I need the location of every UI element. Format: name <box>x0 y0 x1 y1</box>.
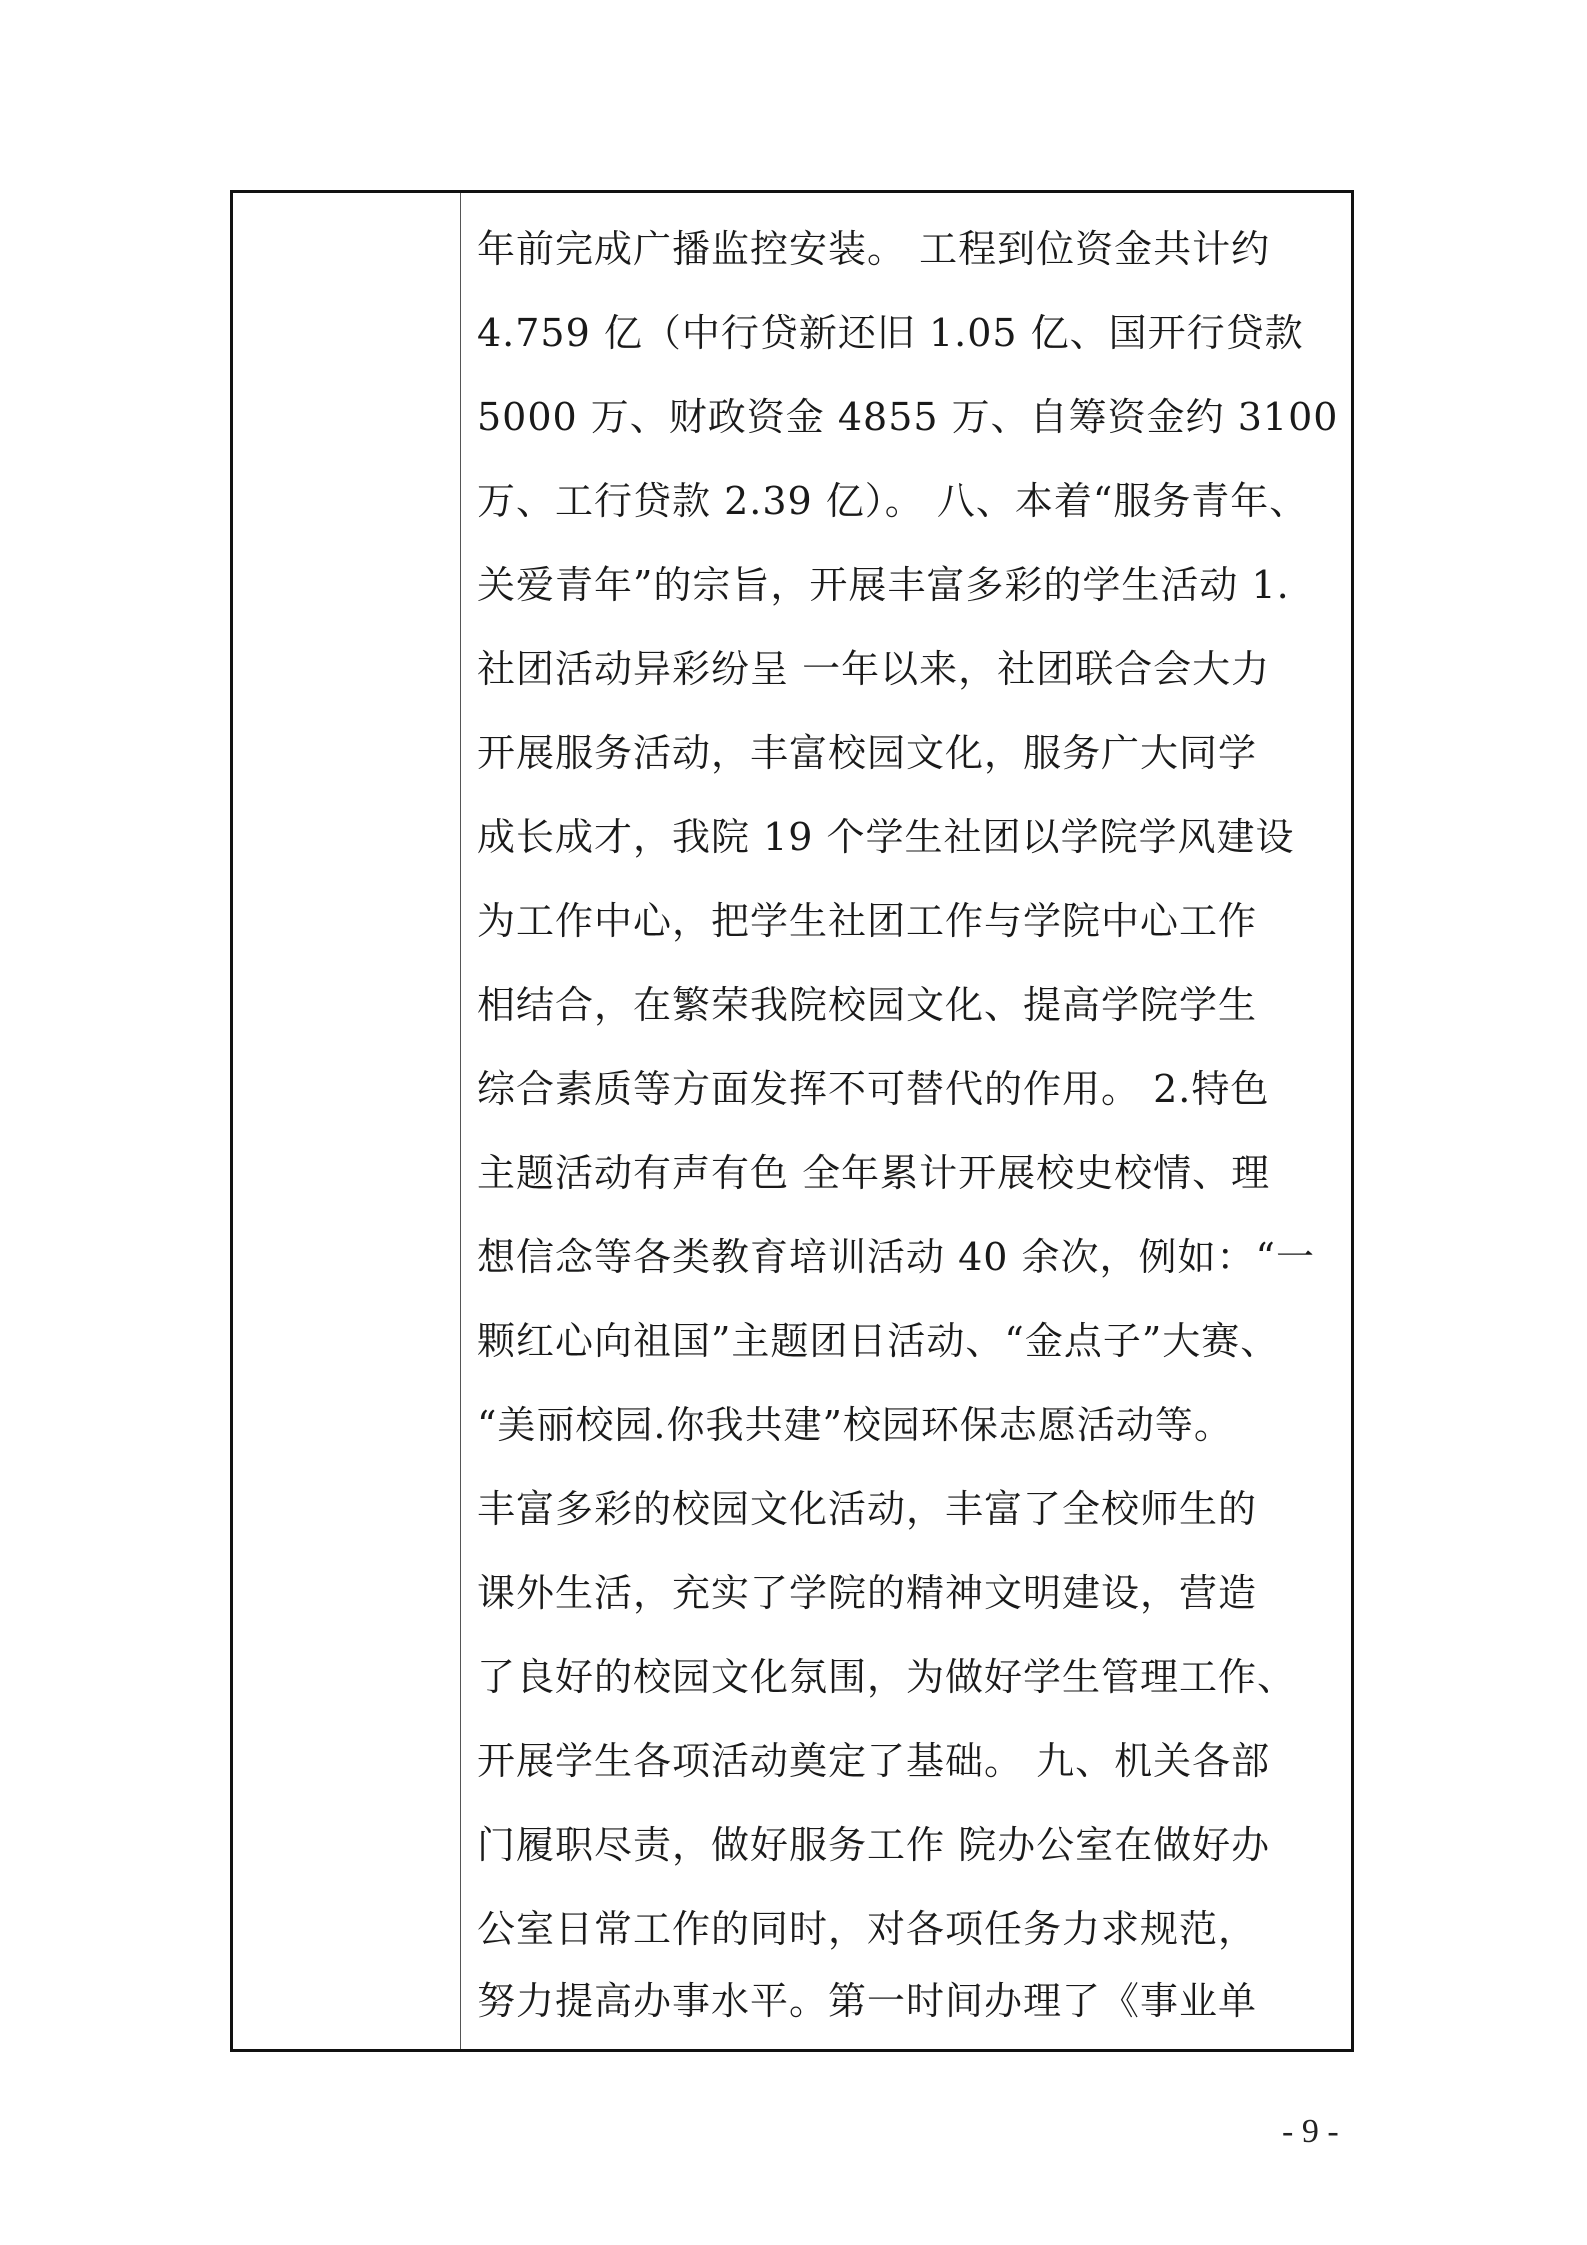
body-line: 公室日常工作的同时，对各项任务力求规范， <box>477 1907 1258 1951</box>
body-line: 4.759 亿（中行贷新还旧 1.05 亿、国开行贷款 <box>477 311 1304 355</box>
body-line: 5000 万、财政资金 4855 万、自筹资金约 3100 <box>477 395 1339 439</box>
body-line: 年前完成广播监控安装。 工程到位资金共计约 <box>477 227 1271 271</box>
body-line: 想信念等各类教育培训活动 40 余次，例如：“一 <box>477 1235 1315 1279</box>
body-line: “美丽校园.你我共建”校园环保志愿活动等。 <box>477 1403 1233 1447</box>
body-line: 关爱青年”的宗旨，开展丰富多彩的学生活动 1. <box>477 563 1290 607</box>
body-line: 颗红心向祖国”主题团日活动、“金点子”大赛、 <box>477 1319 1280 1363</box>
body-line: 主题活动有声有色 全年累计开展校史校情、理 <box>477 1151 1271 1195</box>
body-line: 相结合，在繁荣我院校园文化、提高学院学生 <box>477 983 1258 1027</box>
body-line: 开展学生各项活动奠定了基础。 九、机关各部 <box>477 1739 1271 1783</box>
body-line: 丰富多彩的校园文化活动，丰富了全校师生的 <box>477 1487 1258 1531</box>
body-line: 为工作中心，把学生社团工作与学院中心工作 <box>477 899 1258 943</box>
body-line: 成长成才，我院 19 个学生社团以学院学风建设 <box>477 815 1295 859</box>
content-table <box>230 190 1354 2052</box>
body-line: 综合素质等方面发挥不可替代的作用。 2.特色 <box>477 1067 1270 1111</box>
body-line: 万、工行贷款 2.39 亿）。 八、本着“服务青年、 <box>477 479 1309 523</box>
body-line: 开展服务活动，丰富校园文化，服务广大同学 <box>477 731 1258 775</box>
table-left-cell <box>233 193 461 2049</box>
table-right-cell <box>461 193 1351 2049</box>
body-line: 课外生活，充实了学院的精神文明建设，营造 <box>477 1571 1258 1615</box>
body-line: 社团活动异彩纷呈 一年以来，社团联合会大力 <box>477 647 1271 691</box>
body-line: 了良好的校园文化氛围，为做好学生管理工作、 <box>477 1655 1297 1699</box>
page-number: - 9 - <box>1282 2113 1339 2150</box>
body-line: 门履职尽责，做好服务工作 院办公室在做好办 <box>477 1823 1271 1867</box>
body-line: 努力提高办事水平。第一时间办理了《事业单 <box>477 1979 1258 2023</box>
